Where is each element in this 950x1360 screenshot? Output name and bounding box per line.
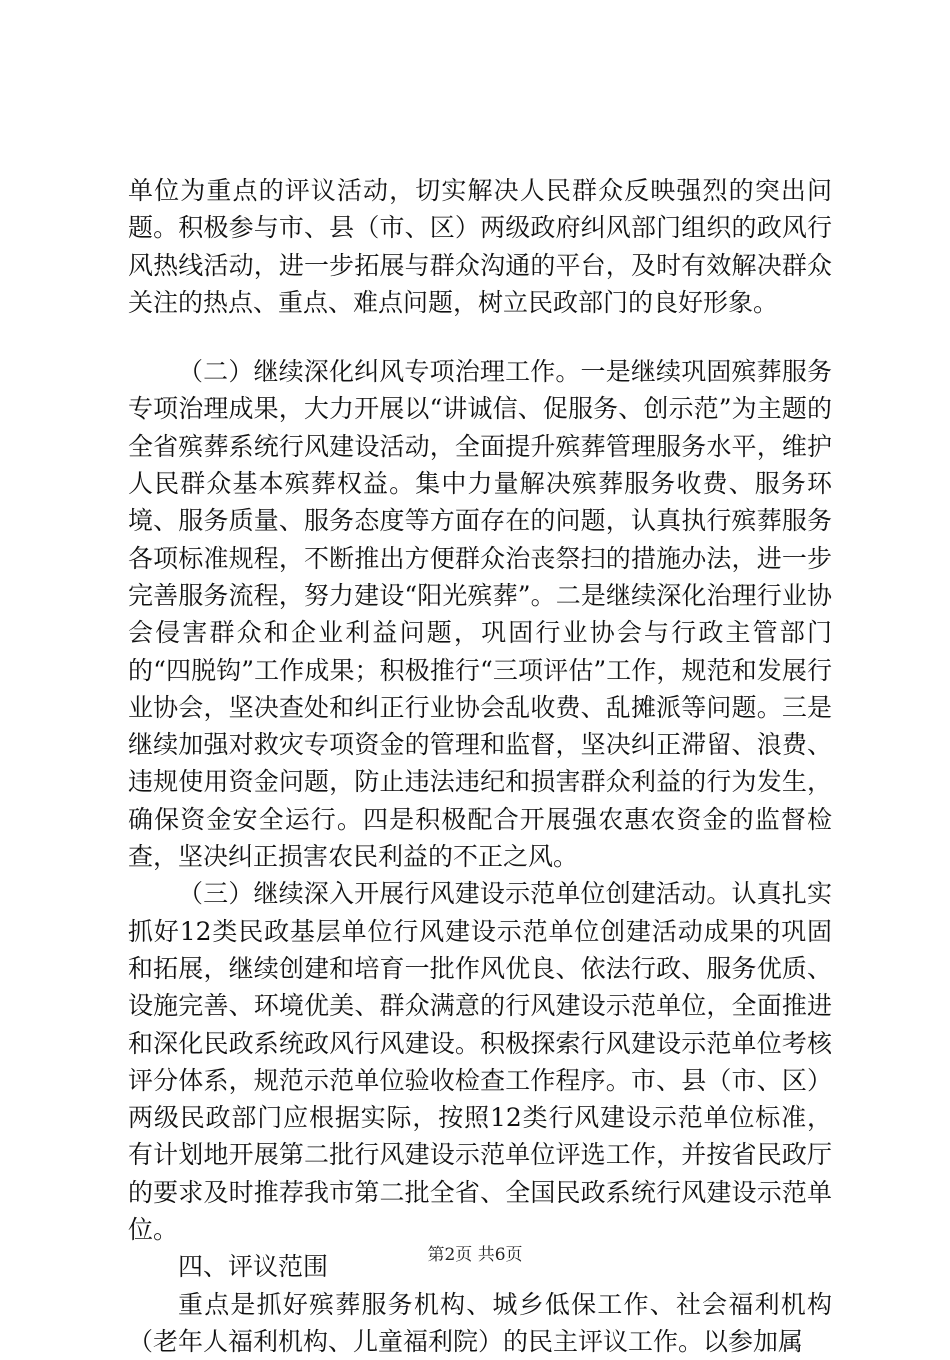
paragraph-continuation: 单位为重点的评议活动，切实解决人民群众反映强烈的突出问题。积极参与市、县（市、区）两级政府纠风部门组织的政风行风热线活动，进一步拓展与群众沟通的平台，及时有效解决群众关注的热点、重点、难点问题，树立民政部门的良好形象。 — [128, 176, 832, 317]
page-number-footer: 第2页 共6页 — [427, 1245, 523, 1265]
document-body — [128, 172, 832, 1360]
paragraph-scope: 重点是抓好殡葬服务机构、城乡低保工作、社会福利机构（老年人福利机构、儿童福利院）的民主评议工作。以参加属 — [128, 1289, 832, 1356]
paragraph-demonstration-units: （三）继续深入开展行风建设示范单位创建活动。认真扎实抓好12类民政基层单位行风建设示范单位创建活动成果的巩固和拓展，继续创建和培育一批作风优良、依法行政、服务优质、设施完善、环境优美、群众满意的行风建设示范单位，全面推进和深化民政系统政风行风建设。积极探索行风建设示范单位考核评分体系，规范示范单位验收检查工作程序。市、县（市、区）两级民政部门应根据实际，按照12类行风建设示范单位标准，有计划地开展第二批行风建设示范单位评选工作，并按省民政厅的要求及时推荐我市第二批全省、全国民政系统行风建设示范单位。 — [128, 879, 832, 1245]
paragraph-special-rectification: （二）继续深化纠风专项治理工作。一是继续巩固殡葬服务专项治理成果，大力开展以“讲诚信、促服务、创示范”为主题的全省殡葬系统行风建设活动，全面提升殡葬管理服务水平，维护人民群众基本殡葬权益。集中力量解决殡葬服务收费、服务环境、服务质量、服务态度等方面存在的问题，认真执行殡葬服务各项标准规程，不断推出方便群众治丧祭扫的措施办法，进一步完善服务流程，努力建设“阳光殡葬”。二是继续深化治理行业协会侵害群众和企业利益问题，巩固行业协会与行政主管部门的“四脱钩”工作成果；积极推行“三项评估”工作，规范和发展行业协会，坚决查处和纠正行业协会乱收费、乱摊派等问题。三是继续加强对救灾专项资金的管理和监督，坚决纠正滞留、浪费、违规使用资金问题，防止违法违纪和损害群众利益的行为发生，确保资金安全运行。四是积极配合开展强农惠农资金的监督检查，坚决纠正损害农民利益的不正之风。 — [128, 357, 832, 872]
section-heading-scope: 四、评议范围 — [178, 1252, 329, 1282]
